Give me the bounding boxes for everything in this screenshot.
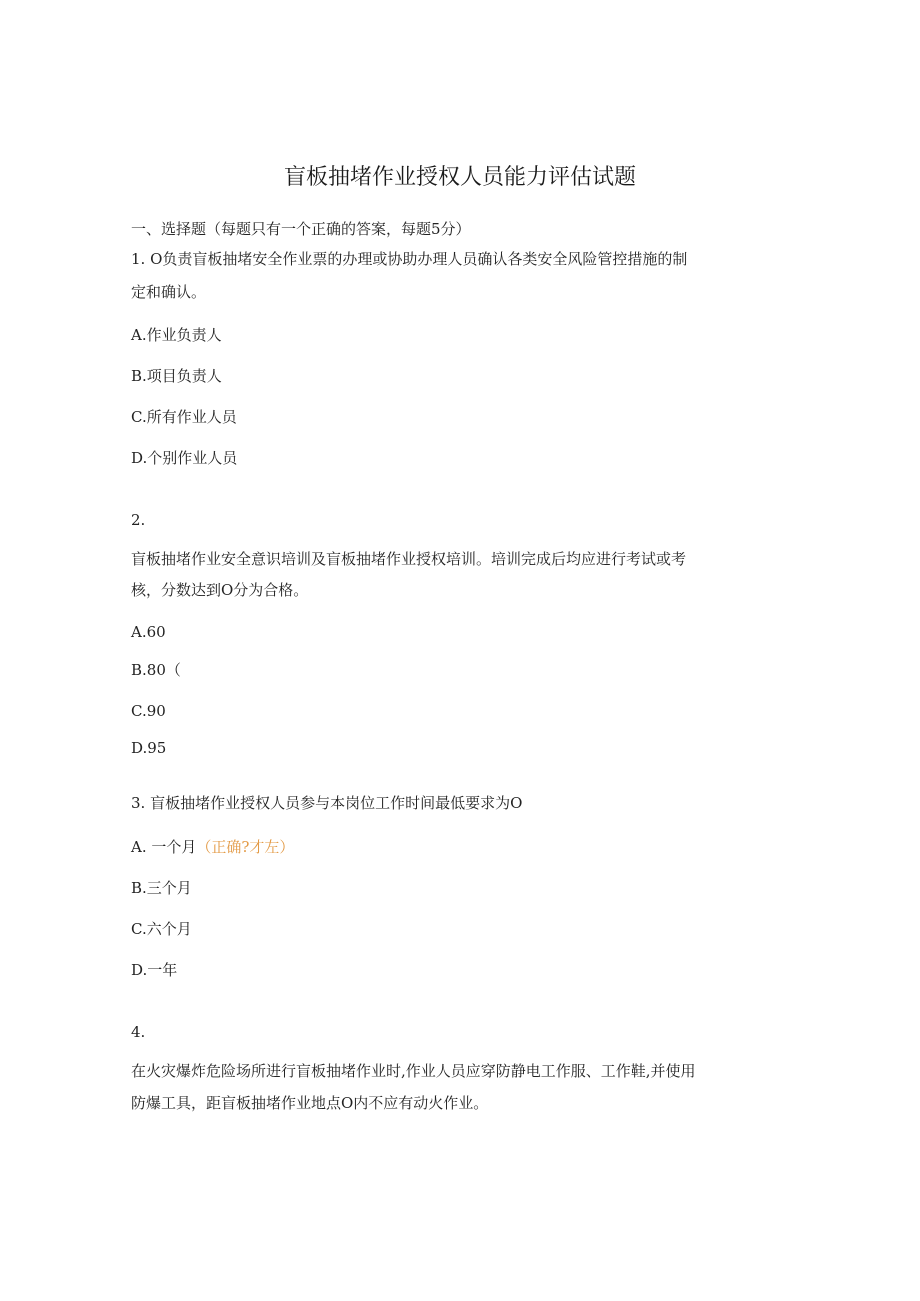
question-1-option-d: D.个别作业人员 bbox=[131, 449, 238, 467]
question-1-stem-line-1: 1. O负责盲板抽堵安全作业票的办理或协助办理人员确认各类安全风险管控措施的制 bbox=[131, 250, 688, 268]
question-3-option-a-text: A. 一个月 bbox=[131, 838, 197, 856]
answer-marker: （正确?才左） bbox=[196, 838, 295, 856]
question-4-stem-line-2: 防爆工具，距盲板抽堵作业地点O内不应有动火作业。 bbox=[131, 1094, 489, 1112]
question-2-option-c: C.90 bbox=[131, 702, 166, 720]
question-4-stem-line-1: 在火灾爆炸危险场所进行盲板抽堵作业时,作业人员应穿防静电工作服、工作鞋,并使用 bbox=[131, 1062, 696, 1080]
question-2-option-d: D.95 bbox=[131, 739, 167, 757]
question-1-option-c: C.所有作业人员 bbox=[131, 408, 237, 426]
question-3-option-a bbox=[131, 836, 294, 858]
question-3-option-b: B.三个月 bbox=[131, 879, 192, 897]
document-title: 盲板抽堵作业授权人员能力评估试题 bbox=[283, 165, 636, 190]
question-2-option-a: A.60 bbox=[131, 623, 166, 641]
question-1-option-b: B.项目负责人 bbox=[131, 367, 222, 385]
question-3-stem: 3. 盲板抽堵作业授权人员参与本岗位工作时间最低要求为O bbox=[131, 794, 523, 812]
question-3-option-c: C.六个月 bbox=[131, 920, 192, 938]
question-4-number: 4. bbox=[131, 1023, 146, 1041]
section-heading: 一、选择题（每题只有一个正确的答案，每题5分） bbox=[131, 220, 471, 238]
question-2-stem-line-1: 盲板抽堵作业安全意识培训及盲板抽堵作业授权培训。培训完成后均应进行考试或考 bbox=[131, 550, 687, 568]
question-2-number: 2. bbox=[131, 511, 146, 529]
question-3-option-d: D.一年 bbox=[131, 961, 178, 979]
question-1-stem-line-2: 定和确认。 bbox=[131, 283, 207, 301]
question-2-stem-line-2: 核，分数达到O分为合格。 bbox=[131, 581, 309, 599]
question-2-option-b: B.80（ bbox=[131, 661, 181, 679]
question-1-option-a: A.作业负责人 bbox=[131, 326, 222, 344]
